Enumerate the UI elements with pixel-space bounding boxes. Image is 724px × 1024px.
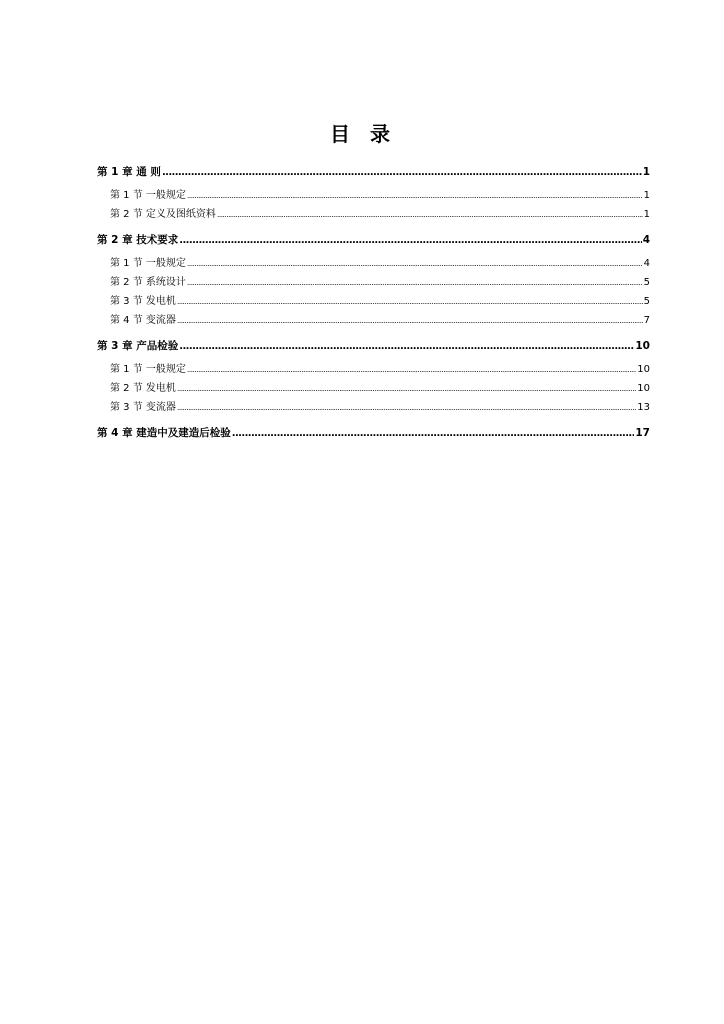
section-page: 7 [643, 315, 650, 326]
section-label: 第 1 节 一般规定 [110, 364, 186, 375]
table-of-contents [97, 162, 650, 449]
chapter-page: 4 [642, 234, 650, 246]
section-page: 10 [637, 383, 650, 394]
section-label: 第 3 节 变流器 [110, 402, 176, 413]
section-label: 第 1 节 一般规定 [110, 258, 186, 269]
chapter-label: 第 2 章 技术要求 [97, 234, 179, 246]
dot-leader [162, 163, 642, 183]
toc-section-2-3[interactable] [97, 292, 650, 311]
chapter-block [97, 230, 650, 330]
chapter-block [97, 336, 650, 417]
section-page: 10 [637, 364, 650, 375]
section-page: 5 [643, 277, 650, 288]
dot-leader [187, 254, 643, 273]
toc-title [0, 120, 724, 148]
toc-section-1-1[interactable] [97, 186, 650, 205]
section-label: 第 4 节 变流器 [110, 315, 176, 326]
toc-title-right: 录 [370, 122, 394, 146]
chapter-label: 第 3 章 产品检验 [97, 340, 179, 352]
dot-leader [232, 424, 635, 444]
section-page: 13 [637, 402, 650, 413]
dot-leader [187, 273, 643, 292]
toc-section-3-1[interactable] [97, 360, 650, 379]
section-label: 第 2 节 定义及图纸资料 [110, 209, 216, 220]
dot-leader [187, 360, 636, 379]
toc-chapter-2[interactable] [97, 230, 650, 250]
chapter-label: 第 1 章 通 则 [97, 166, 161, 178]
dot-leader [179, 337, 634, 357]
chapter-block [97, 423, 650, 443]
toc-section-3-2[interactable] [97, 379, 650, 398]
dot-leader [177, 398, 636, 417]
section-label: 第 1 节 一般规定 [110, 190, 186, 201]
dot-leader [177, 311, 643, 330]
dot-leader [179, 231, 641, 251]
dot-leader [217, 205, 643, 224]
chapter-label: 第 4 章 建造中及建造后检验 [97, 427, 231, 439]
section-label: 第 2 节 系统设计 [110, 277, 186, 288]
dot-leader [187, 186, 643, 205]
toc-chapter-3[interactable] [97, 336, 650, 356]
chapter-block [97, 162, 650, 224]
toc-title-left: 目 [330, 122, 354, 146]
section-page: 4 [643, 258, 650, 269]
toc-chapter-4[interactable] [97, 423, 650, 443]
dot-leader [177, 379, 636, 398]
dot-leader [177, 292, 643, 311]
chapter-page: 10 [635, 340, 650, 352]
section-label: 第 2 节 发电机 [110, 383, 176, 394]
toc-section-3-3[interactable] [97, 398, 650, 417]
section-page: 1 [643, 209, 650, 220]
toc-chapter-1[interactable] [97, 162, 650, 182]
section-label: 第 3 节 发电机 [110, 296, 176, 307]
toc-section-2-2[interactable] [97, 273, 650, 292]
section-page: 1 [643, 190, 650, 201]
chapter-page: 1 [642, 166, 650, 178]
chapter-page: 17 [635, 427, 650, 439]
toc-section-2-4[interactable] [97, 311, 650, 330]
toc-section-2-1[interactable] [97, 254, 650, 273]
toc-section-1-2[interactable] [97, 205, 650, 224]
section-page: 5 [643, 296, 650, 307]
